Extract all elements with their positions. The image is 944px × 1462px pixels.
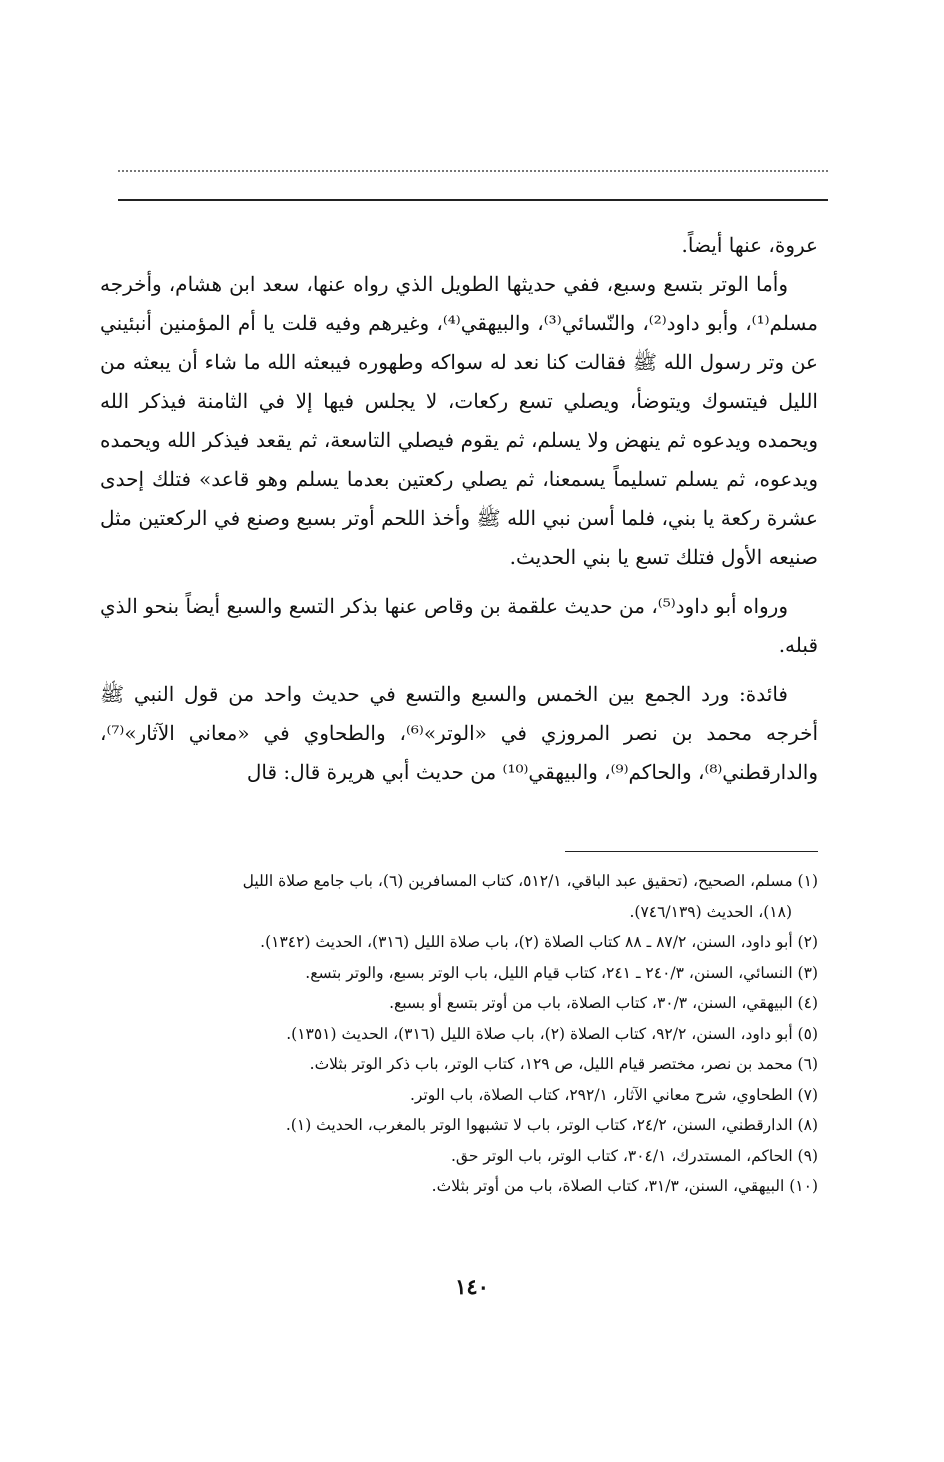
- footnote: (٩) الحاكم، المستدرك، ٣٠٤/١، كتاب الوتر، باب الوتر حق.: [451, 1146, 818, 1165]
- footnote: (٨) الدارقطني، السنن، ٢٤/٢، كتاب الوتر، باب لا تشبهوا الوتر بالمغرب، الحديث (١).: [285, 1116, 818, 1134]
- footnote: (١) مسلم، الصحيح، (تحقيق عبد الباقي، ٥١٢/١، كتاب المسافرين (٦)، باب جامع صلاة الليل: [242, 872, 818, 890]
- footnote: (٢) أبو داود، السنن، ٨٧/٢ ـ ٨٨ كتاب الصلاة (٢)، باب صلاة الليل (٣١٦)، الحديث (١٣٤٢).: [260, 933, 818, 951]
- footnote: (٧) الطحاوي، شرح معاني الآثار، ٢٩٢/١، كتاب الصلاة، باب الوتر.: [409, 1085, 818, 1104]
- footnotes: [100, 866, 818, 1202]
- header-rule: [118, 199, 828, 201]
- footnote: (٣) النسائي، السنن، ٢٤٠/٣ ـ ٢٤١، كتاب قيام الليل، باب الوتر بسبع، والوتر بتسع.: [305, 963, 818, 982]
- paragraph: فائدة: ورد الجمع بين الخمس والسبع والتسع في حديث واحد من قول النبي ﷺ أخرجه محمد بن نصر المروزي في «الوتر»⁽⁶⁾، والطحاوي في «معاني الآثار»⁽⁷⁾، والدارقطني⁽⁸⁾، والحاكم⁽⁹⁾، والبيهقي⁽¹⁰⁾ من حديث أبي هريرة قال: قال: [100, 682, 818, 784]
- page-number: ١٤٠: [455, 1274, 489, 1299]
- footnote: (١٠) البيهقي، السنن، ٣١/٣، كتاب الصلاة، باب من أوتر بثلاث.: [431, 1177, 818, 1195]
- paragraph: عروة، عنها أيضاً.: [681, 233, 818, 257]
- footnote: (٤) البيهقي، السنن، ٣٠/٣، كتاب الصلاة، باب من أوتر بتسع أو بسبع.: [389, 994, 818, 1012]
- footnote: (٦) محمد بن نصر، مختصر قيام الليل، ص ١٢٩، كتاب الوتر، باب ذكر الوتر بثلاث.: [309, 1055, 818, 1073]
- paragraph: ورواه أبو داود⁽⁵⁾، من حديث علقمة بن وقاص عنها بذكر التسع والسبع أيضاً بنحو الذي قبله.: [100, 594, 818, 657]
- paragraph: وأما الوتر بتسع وسبع، ففي حديثها الطويل الذي رواه عنها، سعد ابن هشام، وأخرجه مسلم⁽¹⁾، وأبو داود⁽²⁾، والنّسائي⁽³⁾، والبيهقي⁽⁴⁾، وغيرهم وفيه قلت يا أم المؤمنين أنبئيني عن وتر رسول الله ﷺ فقالت كنا نعد له سواكه وطهوره فيبعثه الله ما شاء أن يبعثه من الليل فيتسوك ويتوضأ، ويصلي تسع ركعات، لا يجلس فيها إلا في الثامنة فيذكر الله ويحمده ويدعوه ثم ينهض ولا يسلم، ثم يقوم فيصلي التاسعة، ثم يقعد فيذكر الله ويحمده ويدعوه، ثم يسلم تسليماً يسمعنا، ثم يصلي ركعتين بعدما يسلم وهو قاعد» فتلك إحدى عشرة ركعة يا بني، فلما أسن نبي الله ﷺ وأخذ اللحم أوتر بسبع وصنع في الركعتين مثل صنيعه الأول فتلك تسع يا بني الحديث.: [100, 272, 819, 569]
- main-text: [100, 226, 818, 792]
- footnote: (٥) أبو داود، السنن، ٩٢/٢، كتاب الصلاة (٢)، باب صلاة الليل (٣١٦)، الحديث (١٣٥١).: [286, 1024, 818, 1043]
- footnote-separator: [565, 851, 818, 852]
- header-dotted-line: [118, 170, 828, 172]
- footnote-continuation: (١٨)، الحديث (٧٤٦/١٣٩).: [629, 902, 792, 921]
